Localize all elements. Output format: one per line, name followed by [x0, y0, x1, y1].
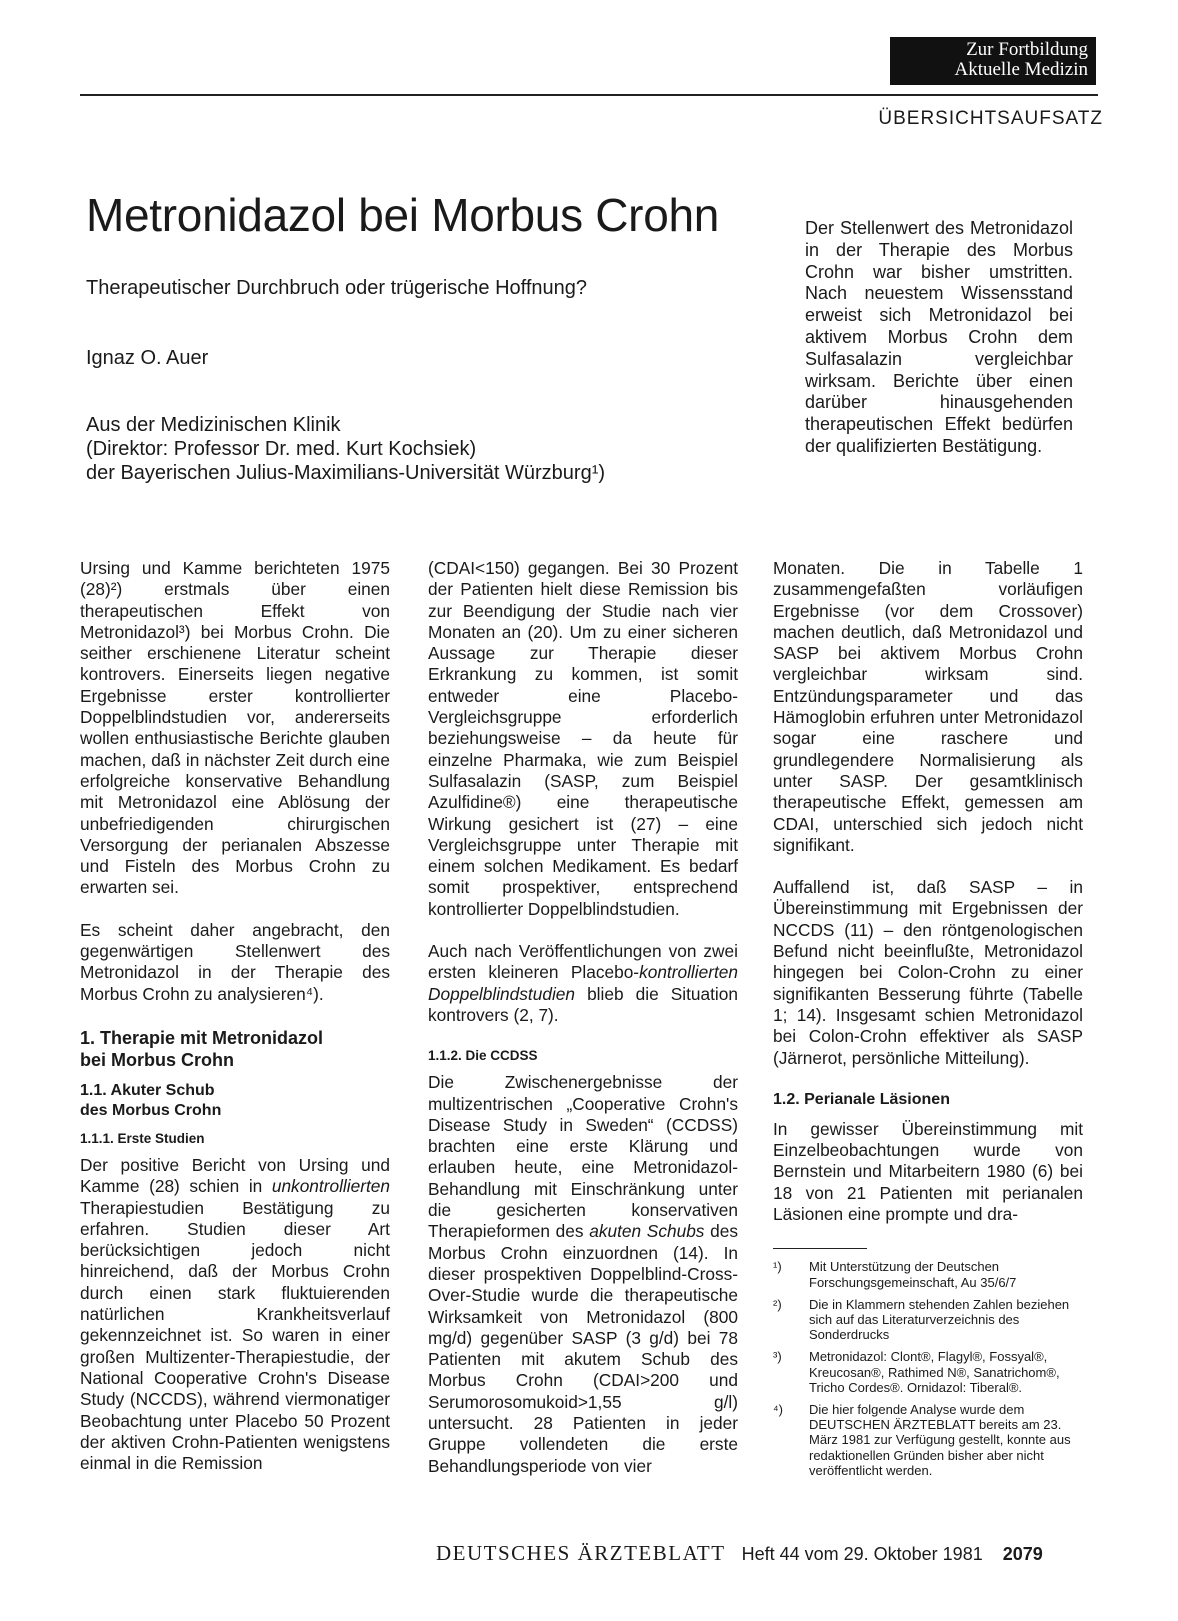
- journal-name: DEUTSCHES ÄRZTEBLATT: [436, 1541, 726, 1565]
- heading-line: 1. Therapie mit Metronidazol: [80, 1027, 324, 1048]
- emphasis: unkontrollierten: [271, 1176, 390, 1197]
- footnote-text: Mit Unterstützung der Deutschen Forschungsgemeinschaft, Au 35/6/7: [809, 1259, 1017, 1290]
- footnote-mark: ²): [773, 1296, 782, 1312]
- text-run: blieb die Situation kontrovers (2, 7).: [428, 983, 738, 1025]
- page-footer: [436, 1541, 1100, 1566]
- paragraph: Monaten. Die in Tabelle 1 zusammengefaßten vorläufigen Ergebnisse (vor dem Crossover) machen deutlich, daß Metronidazol und SASP bei aktivem Morbus Crohn vergleichbar wirksam sind. Entzündungsparameter und das Hämoglobin erfuhren unter Metronidazol sogar eine raschere und grundlegendere Normalisierung als unter SASP. Der gesamtklinisch therapeutische Effekt, gemessen am CDAI, unterschied sich jedoch nicht signifikant.: [773, 558, 1083, 855]
- issue-info: Heft 44 vom 29. Oktober 1981: [741, 1544, 983, 1564]
- heading-line: bei Morbus Crohn: [80, 1049, 234, 1070]
- footnote-text: Die hier folgende Analyse wurde dem DEUTSCHEN ÄRZTEBLATT bereits am 23. März 1981 zur Verfügung gestellt, konnte aus redaktionellen Gründen bisher aber nicht veröffentlicht werden.: [809, 1401, 1071, 1478]
- paragraph: Es scheint daher angebracht, den gegenwärtigen Stellenwert des Metronidazol in der Therapie des Morbus Crohn zu analysieren⁴).: [80, 919, 390, 1004]
- emphasis: akuten Schubs: [589, 1221, 705, 1242]
- heading-line: 1.1. Akuter Schub: [80, 1081, 215, 1099]
- footnote-text: Metronidazol: Clont®, Flagyl®, Fossyal®, Kreucosan®, Rathimed N®, Sanatrichom®, Tricho Cordes®. Ornidazol: Tiberal®.: [809, 1349, 1060, 1395]
- badge-line-1: Zur Fortbildung: [966, 39, 1088, 60]
- section-label: ÜBERSICHTSAUFSATZ: [878, 108, 1103, 129]
- section-badge: [890, 37, 1096, 85]
- paragraph: (CDAI<150) gegangen. Bei 30 Prozent der Patienten hielt diese Remission bis zur Beendigung der Studie nach vier Monaten an (20). Um zu einer sicheren Aussage zur Therapie dieser Erkrankung zu kommen, ist somit entweder eine Placebo-Vergleichsgruppe erforderlich beziehungsweise – da heute für einzelne Pharmaka, wie zum Beispiel Sulfasalazin (SASP, zum Beispiel Azulfidine®) eine therapeutische Wirkung gesichert ist (27) – eine Vergleichsgruppe unter Therapie mit einem solchen Medikament. Es bedarf somit prospektiver, entsprechend kontrollierter Doppelblindstudien.: [428, 558, 738, 919]
- article-title: Metronidazol bei Morbus Crohn: [86, 189, 720, 241]
- paragraph: [428, 1072, 738, 1477]
- header-rule: [80, 94, 1098, 96]
- body-column-3: [773, 558, 1083, 1485]
- body-column-1: [80, 558, 390, 1495]
- footnote: [773, 1402, 1083, 1478]
- footnote: [773, 1349, 1083, 1395]
- badge-line-2: Aktuelle Medizin: [954, 59, 1088, 80]
- section-heading-1-1-1: 1.1.1. Erste Studien: [80, 1130, 205, 1146]
- footnote: [773, 1297, 1083, 1343]
- section-heading-1-2: 1.2. Perianale Läsionen: [773, 1090, 950, 1108]
- emphasis: kontrollierten Doppelblindstudien: [428, 962, 738, 1004]
- text-run: Therapiestudien Bestätigung zu erfahren. Studien dieser Art berücksichtigen jedoch nicht hinreichend, daß der Morbus Crohn durch einen stark fluktuierenden natürlichen Krankheitsverlauf gekennzeichnet ist. So waren in einer großen Multizenter-Therapiestudie, der National Cooperative Crohn's Disease Study (NCCDS), während viermonatiger Beobachtung unter Placebo 50 Prozent der aktiven Crohn-Patienten wenigstens einmal in die Remission: [80, 1197, 390, 1474]
- footnote-mark: ⁴): [773, 1401, 783, 1417]
- text-run: Die Zwischenergebnisse der multizentrischen „Cooperative Crohn's Disease Study in Sweden“ (CCDSS) brachten eine erste Klärung und erlauben heute, eine Metronidazol-Behandlung mit Einschränkung unter die gesicherten konservativen Therapieformen des: [428, 1072, 738, 1242]
- page-number: 2079: [1002, 1544, 1043, 1564]
- affiliation-line: Aus der Medizinischen Klinik: [86, 414, 341, 436]
- section-heading-1-1: [80, 1081, 390, 1121]
- footnote-mark: ¹): [773, 1259, 782, 1275]
- paragraph: Auffallend ist, daß SASP – in Übereinstimmung mit Ergebnissen der NCCDS (11) – den röntgenologischen Befund nicht beeinflußte, Metronidazol hingegen bei Colon-Crohn zu einer signifikanten Besserung führte (Tabelle 1; 14). Insgesamt schien Metronidazol bei Colon-Crohn effektiver als SASP (Järnerot, persönliche Mitteilung).: [773, 877, 1083, 1068]
- affiliation-line: (Direktor: Professor Dr. med. Kurt Kochsiek): [86, 438, 477, 460]
- paragraph: Ursing und Kamme berichteten 1975 (28)²) erstmals über einen therapeutischen Effekt von Metronidazol³) bei Morbus Crohn. Die seither erschienene Literatur scheint kontrovers. Einerseits liegen negative Ergebnisse erster kontrollierter Doppelblindstudien vor, andererseits wollen enthusiastische Berichte glauben machen, daß in nächster Zeit durch eine erfolgreiche konservative Behandlung mit Metronidazol eine Ablösung der unbefriedigenden chirurgischen Versorgung der perianalen Abszesse und Fisteln des Morbus Crohn zu erwarten sei.: [80, 558, 390, 898]
- paragraph: [80, 1155, 390, 1474]
- text-run: Der positive Bericht von Ursing und Kamme (28) schien in: [80, 1154, 390, 1197]
- article-author: Ignaz O. Auer: [86, 347, 209, 369]
- paragraph: In gewisser Übereinstimmung mit Einzelbeobachtungen wurde von Bernstein und Mitarbeitern 1980 (6) bei 18 von 21 Patienten mit perianalen Läsionen eine prompte und dra-: [773, 1118, 1083, 1225]
- author-affiliation: [86, 413, 605, 485]
- text-run: Auch nach Veröffentlichungen von zwei ersten kleineren Placebo-: [428, 941, 738, 983]
- section-heading-1-1-2: 1.1.2. Die CCDSS: [428, 1048, 538, 1064]
- heading-line: des Morbus Crohn: [80, 1101, 222, 1119]
- abstract: Der Stellenwert des Metronidazol in der Therapie des Morbus Crohn war bisher umstritten. Nach neuestem Wissensstand erweist sich Metronidazol bei aktivem Morbus Crohn dem Sulfasalazin vergleichbar wirksam. Berichte über einen darüber hinausgehenden therapeutischen Effekt bedürfen der qualifizierten Bestätigung.: [805, 218, 1073, 456]
- paragraph: [428, 941, 738, 1026]
- body-column-2: [428, 558, 738, 1498]
- footnote-mark: ³): [773, 1349, 782, 1365]
- footnote-rule: [773, 1248, 867, 1249]
- affiliation-line: der Bayerischen Julius-Maximilians-Universität Würzburg¹): [86, 462, 606, 484]
- section-heading-1: [80, 1027, 390, 1071]
- footnote-text: Die in Klammern stehenden Zahlen beziehen sich auf das Literaturverzeichnis des Sonderdrucks: [809, 1296, 1070, 1343]
- footnote: [773, 1259, 1083, 1289]
- text-run: des Morbus Crohn einzuordnen (14). In dieser prospektiven Doppelblind-Cross-Over-Studie wurde die therapeutische Wirksamkeit von Metronidazol (800 mg/d) gegenüber SASP (3 g/d) bei 78 Patienten mit akutem Schub des Morbus Crohn (CDAI>200 und Serumorosomukoid>1,55 g/l) untersucht. 28 Patienten in jeder Gruppe vollendeten die erste Behandlungsperiode von vier: [428, 1221, 738, 1476]
- article-subtitle: Therapeutischer Durchbruch oder trügerische Hoffnung?: [86, 277, 588, 299]
